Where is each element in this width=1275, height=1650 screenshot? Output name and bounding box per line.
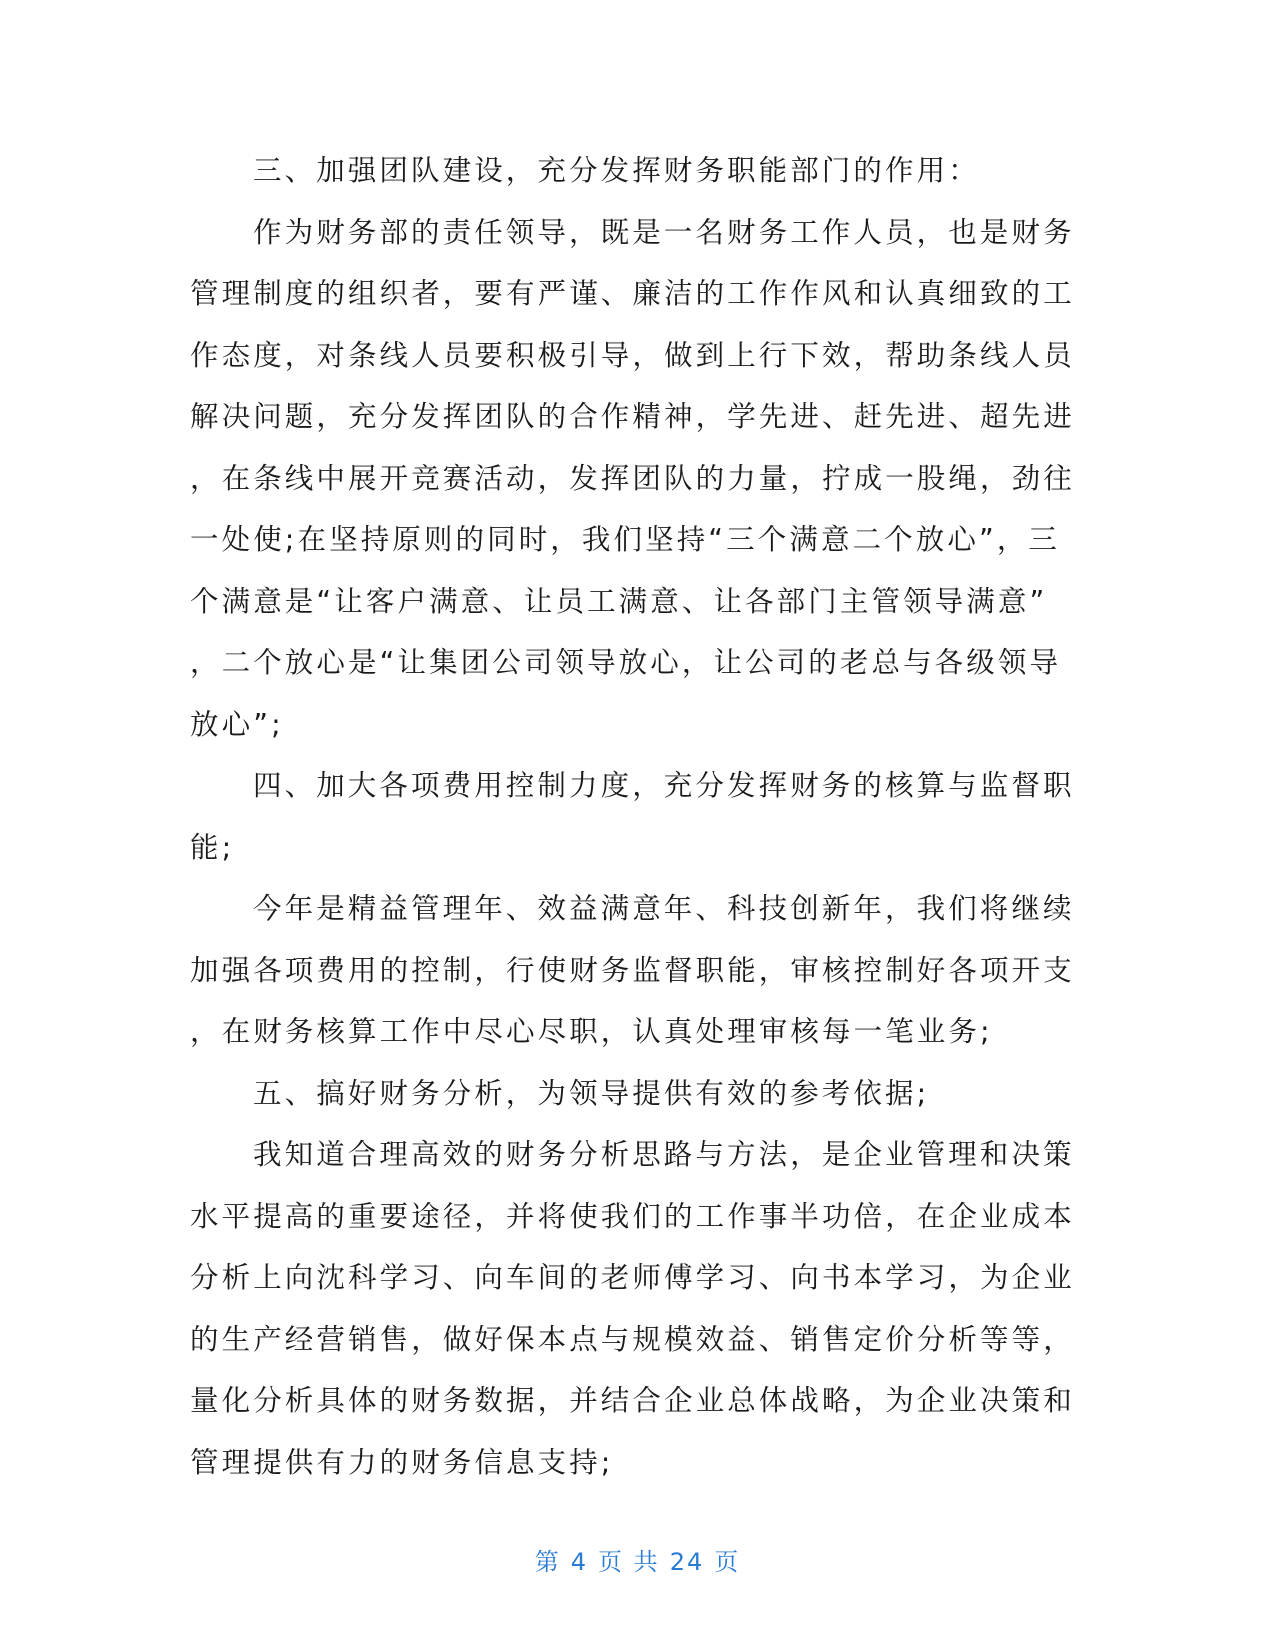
body-line: 水平提高的重要途径，并将使我们的工作事半功倍，在企业成本 — [190, 1199, 1075, 1233]
body-line: 一处使;在坚持原则的同时，我们坚持“三个满意二个放心”，三 — [190, 523, 1061, 556]
body-line: 今年是精益管理年、效益满意年、科技创新年，我们将继续 — [253, 892, 1075, 925]
page-number-footer — [0, 1542, 1275, 1577]
footer-prefix: 第 — [534, 1548, 561, 1576]
body-line: 作为财务部的责任领导，既是一名财务工作人员，也是财务 — [253, 215, 1075, 249]
total-page-count: 24 — [669, 1548, 705, 1576]
body-line: 解决问题，充分发挥团队的合作精神，学先进、赶先进、超先进 — [190, 400, 1075, 433]
body-line: 作态度，对条线人员要积极引导，做到上行下效，帮助条线人员 — [190, 338, 1075, 372]
body-line: ，在条线中展开竞赛活动，发挥团队的力量，拧成一股绳，劲往 — [190, 461, 1075, 495]
body-line: 四、加大各项费用控制力度，充分发挥财务的核算与监督职 — [253, 769, 1075, 802]
body-line: 加强各项费用的控制，行使财务监督职能，审核控制好各项开支 — [190, 953, 1075, 987]
body-line: ，在财务核算工作中尽心尽职，认真处理审核每一笔业务; — [190, 1015, 993, 1048]
body-line: 个满意是“让客户满意、让员工满意、让各部门主管领导满意” — [190, 584, 1048, 618]
body-line: 放心”; — [190, 707, 284, 741]
body-line: 的生产经营销售，做好保本点与规模效益、销售定价分析等等， — [190, 1322, 1075, 1356]
body-line: ，二个放心是“让集团公司领导放心，让公司的老总与各级领导 — [190, 646, 1062, 679]
body-line: 管理提供有力的财务信息支持; — [190, 1445, 614, 1479]
document-body — [190, 140, 1080, 1493]
body-line: 能; — [190, 830, 235, 864]
body-line: 我知道合理高效的财务分析思路与方法，是企业管理和决策 — [253, 1138, 1075, 1171]
body-line: 五、搞好财务分析，为领导提供有效的参考依据; — [253, 1076, 930, 1110]
body-line: 管理制度的组织者，要有严谨、廉洁的工作作风和认真细致的工 — [190, 277, 1075, 310]
footer-middle: 页 共 — [598, 1548, 660, 1576]
body-line: 分析上向沈科学习、向车间的老师傅学习、向书本学习，为企业 — [190, 1261, 1075, 1294]
current-page-number: 4 — [570, 1548, 589, 1576]
body-line: 三、加强团队建设，充分发挥财务职能部门的作用： — [253, 154, 980, 187]
footer-suffix: 页 — [714, 1548, 741, 1576]
body-line: 量化分析具体的财务数据，并结合企业总体战略，为企业决策和 — [190, 1384, 1075, 1417]
